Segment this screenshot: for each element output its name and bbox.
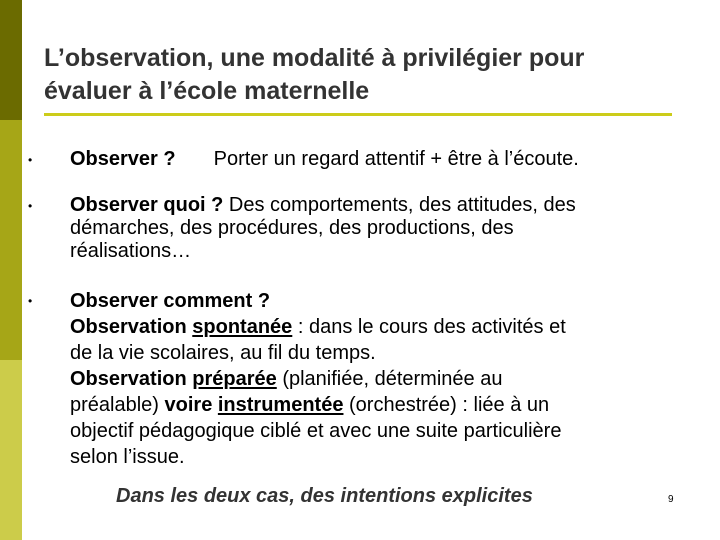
instrumented-term: instrumentée	[217, 394, 344, 416]
prepared-line-1-rest: (planifiée, déterminée au	[276, 368, 503, 390]
side-band-bottom	[0, 360, 22, 540]
title-underline-rule	[44, 113, 672, 116]
bullet-2-dot: •	[28, 199, 33, 213]
prepared-term: préparée	[192, 368, 277, 390]
prepared-voire: voire	[164, 394, 218, 416]
prepared-line-2-rest: (orchestrée) : liée à un	[343, 394, 550, 416]
prepared-prefix: Observation	[70, 368, 193, 390]
bullet-1-label: Observer ?	[70, 148, 176, 170]
bullet-3-label: Observer comment ?	[70, 290, 271, 312]
bullet-2-text-line-2: démarches, des procédures, des productions, des	[70, 217, 514, 239]
spontaneous-line-1-rest: : dans le cours des activités et	[292, 316, 566, 338]
prepared-line-3: objectif pédagogique ciblé et avec une suite particulière	[70, 420, 562, 442]
side-band-middle	[0, 120, 22, 360]
spontaneous-line-2: de la vie scolaires, au fil du temps.	[70, 342, 376, 364]
side-band-top	[0, 0, 22, 120]
bullet-1-observer	[70, 148, 710, 171]
bullet-1-dot: •	[28, 153, 33, 167]
bullet-2-observer-quoi	[70, 194, 710, 263]
conclusion-text: Dans les deux cas, des intentions explicites	[116, 485, 533, 507]
prepared-line-4: selon l’issue.	[70, 446, 185, 468]
slide-title-line-1: L’observation, une modalité à privilégier pour	[44, 44, 585, 72]
bullet-2-label: Observer quoi ?	[70, 194, 224, 216]
slide-title-line-2: évaluer à l’école maternelle	[44, 77, 370, 105]
slide-title	[44, 42, 684, 108]
page-number: 9	[668, 494, 674, 505]
spontaneous-prefix: Observation	[70, 316, 193, 338]
bullet-1-text: Porter un regard attentif + être à l’écoute.	[213, 148, 579, 170]
bullet-2-text-line-1: Des comportements, des attitudes, des	[223, 194, 576, 216]
bullet-3-observer-comment	[70, 288, 710, 470]
spontaneous-term: spontanée	[192, 316, 293, 338]
prepared-line-2-start: préalable)	[70, 394, 165, 416]
bullet-3-dot: •	[28, 294, 33, 308]
bullet-2-text-line-3: réalisations…	[70, 240, 192, 262]
